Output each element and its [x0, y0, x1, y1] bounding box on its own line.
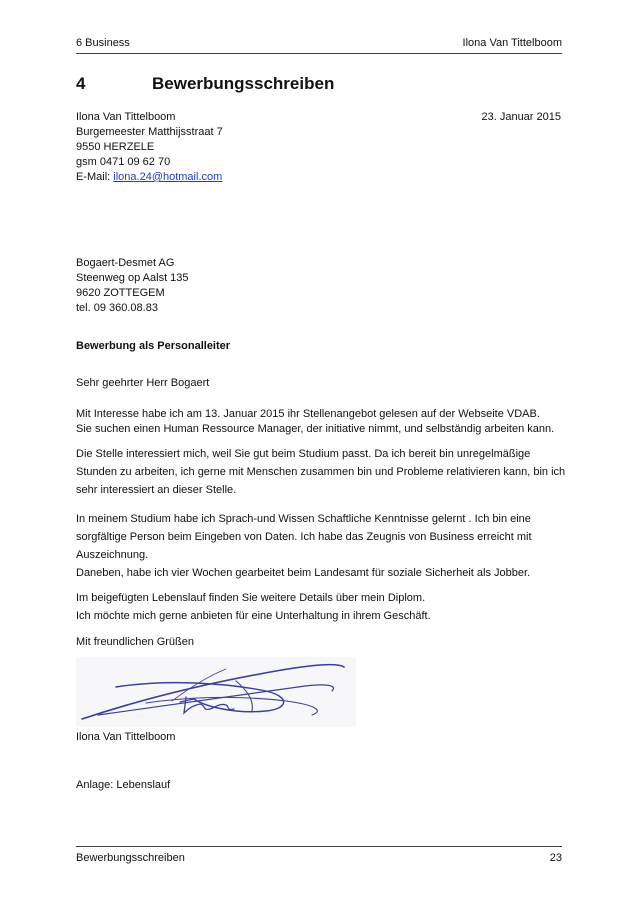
sender-email-link[interactable]: ilona.24@hotmail.com — [113, 171, 223, 183]
header-chapter-label: 6 Business — [76, 37, 130, 49]
sender-email-label: E-Mail: — [76, 171, 114, 183]
paragraph-line: Auszeichnung. — [76, 549, 149, 561]
paragraph-qualifications — [76, 510, 532, 582]
paragraph-line: Sie suchen einen Human Ressource Manager, der initiative nimmt, und selbständig arbeiten kann. — [76, 423, 555, 435]
paragraph-line: Ich möchte mich gerne anbieten für eine Unterhaltung in ihrem Geschäft. — [76, 610, 431, 622]
sender-city: 9550 HERZELE — [76, 141, 155, 153]
footer-page-number: 23 — [549, 852, 562, 864]
letter-date: 23. Januar 2015 — [481, 111, 561, 123]
paragraph-intro — [76, 407, 554, 437]
paragraph-line: In meinem Studium habe ich Sprach-und Wissen Schaftliche Kenntnisse gelernt . Ich bin eine — [76, 513, 531, 525]
paragraph-line: Im beigefügten Lebenslauf finden Sie weitere Details über mein Diplom. — [76, 592, 426, 604]
recipient-city: 9620 ZOTTEGEM — [76, 287, 165, 299]
letter-subject: Bewerbung als Personalleiter — [76, 340, 231, 352]
chapter-number: 4 — [76, 74, 86, 93]
paragraph-line: Stunden zu arbeiten, ich gerne mit Menschen zusammen bin und Probleme relativieren kann, bin ich — [76, 466, 566, 478]
chapter-title: Bewerbungsschreiben — [152, 74, 335, 93]
letter-closing: Mit freundlichen Grüßen — [76, 636, 194, 648]
sender-name: Ilona Van Tittelboom — [76, 111, 176, 123]
footer-divider — [76, 846, 562, 847]
paragraph-line: sorgfältige Person beim Eingeben von Daten. Ich habe das Zeugnis von Business erreicht mit — [76, 531, 532, 543]
footer-section-title: Bewerbungsschreiben — [76, 852, 185, 864]
letter-enclosure: Anlage: Lebenslauf — [76, 779, 171, 791]
recipient-phone: tel. 09 360.08.83 — [76, 302, 158, 314]
paragraph-motivation — [76, 445, 565, 499]
signature-background — [76, 657, 356, 727]
recipient-street: Steenweg op Aalst 135 — [76, 272, 189, 284]
sender-street: Burgemeester Matthijsstraat 7 — [76, 126, 223, 138]
paragraph-line: sehr interessiert an dieser Stelle. — [76, 484, 237, 496]
sender-phone: gsm 0471 09 62 70 — [76, 156, 171, 168]
paragraph-line: Die Stelle interessiert mich, weil Sie gut beim Studium passt. Da ich bereit bin unregelmäßige — [76, 448, 531, 460]
signer-name: Ilona Van Tittelboom — [76, 731, 176, 743]
letter-salutation: Sehr geehrter Herr Bogaert — [76, 377, 210, 389]
paragraph-closing — [76, 589, 431, 625]
header-divider — [76, 53, 562, 54]
paragraph-line: Daneben, habe ich vier Wochen gearbeitet beim Landesamt für soziale Sicherheit als Jobber. — [76, 567, 531, 579]
header-author-name: Ilona Van Tittelboom — [462, 37, 562, 49]
recipient-company: Bogaert-Desmet AG — [76, 257, 175, 269]
sender-email-line — [76, 170, 223, 185]
paragraph-line: Mit Interesse habe ich am 13. Januar 2015 ihr Stellenangebot gelesen auf der Webseite VDAB. — [76, 408, 540, 420]
sender-address-block — [76, 110, 223, 185]
recipient-address-block — [76, 256, 189, 316]
signature-image — [76, 657, 356, 727]
